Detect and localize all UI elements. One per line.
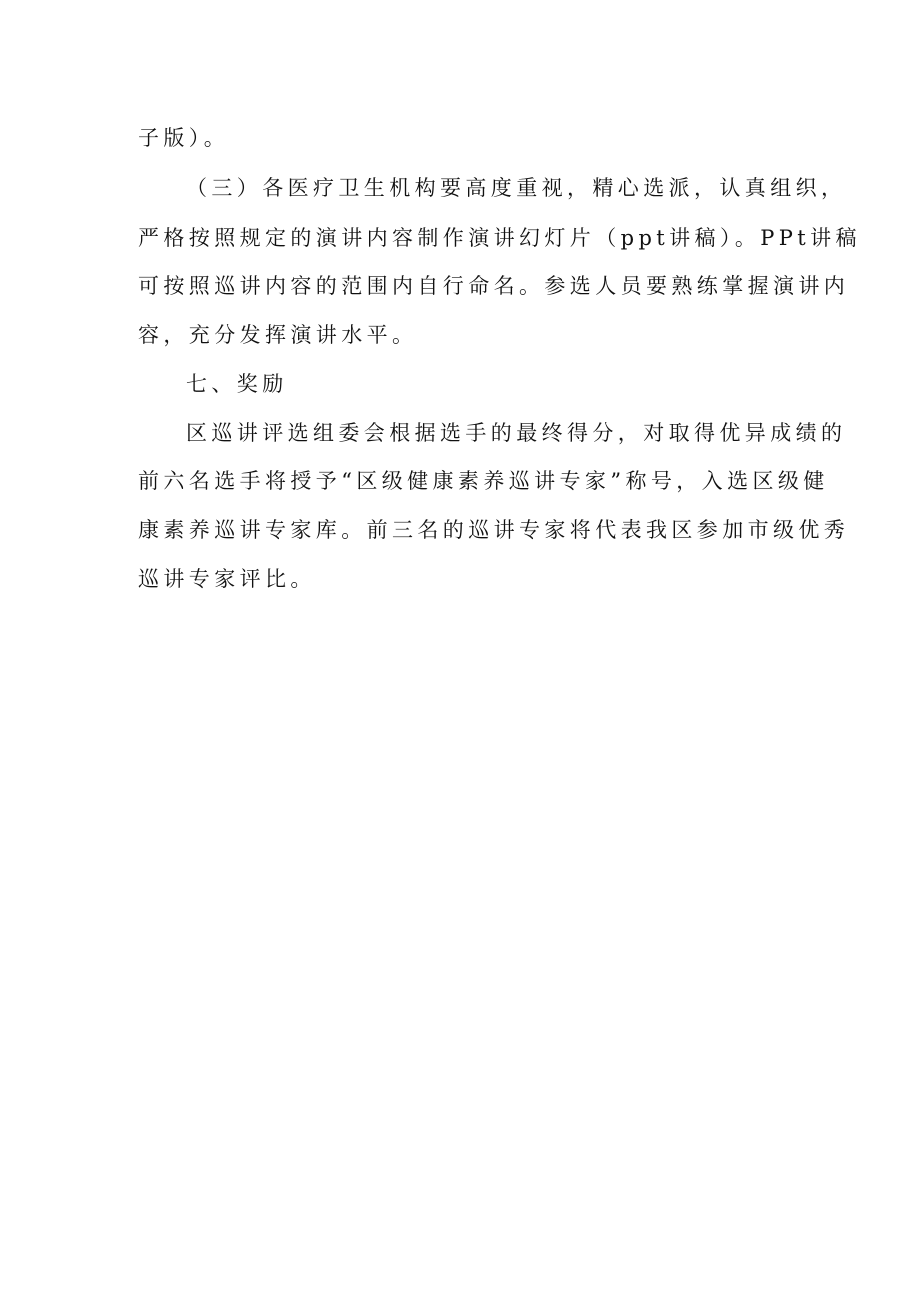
text-line: 巡讲专家评比。 bbox=[138, 567, 316, 591]
text-line: 前六名选手将授予“区级健康素养巡讲专家”称号，入选区级健 bbox=[138, 469, 829, 493]
paragraph-line: （三）各医疗卫生机构要高度重视，精心选派，认真组织， bbox=[186, 176, 847, 200]
text-line: 可按照巡讲内容的范围内自行命名。参选人员要熟练掌握演讲内 bbox=[138, 274, 850, 298]
text-line: 严格按照规定的演讲内容制作演讲幻灯片（ppt讲稿）。PPt讲稿 bbox=[138, 226, 861, 250]
text-line: 容，充分发挥演讲水平。 bbox=[138, 323, 418, 347]
paragraph-line: 区巡讲评选组委会根据选手的最终得分，对取得优异成绩的 bbox=[186, 421, 847, 445]
section-heading: 七、奖励 bbox=[186, 372, 288, 396]
text-line: 子版）。 bbox=[138, 126, 230, 150]
text-line: 康素养巡讲专家库。前三名的巡讲专家将代表我区参加市级优秀 bbox=[138, 518, 850, 542]
